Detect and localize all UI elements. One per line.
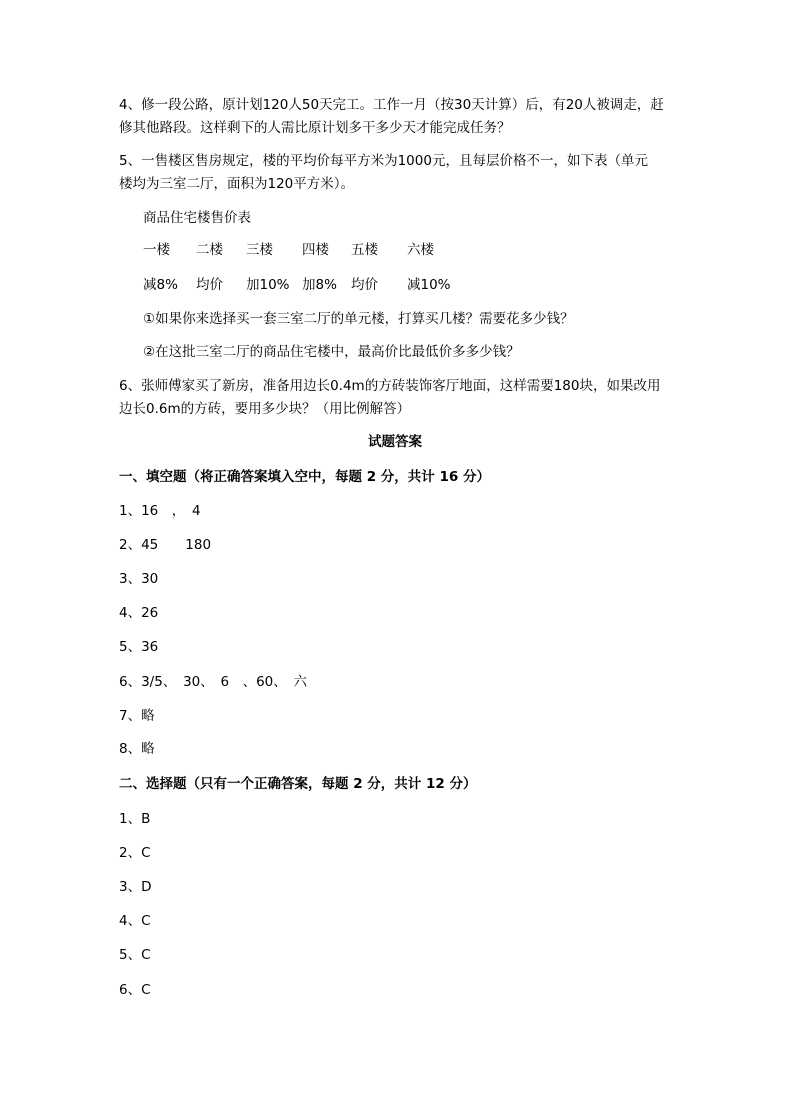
q5-line-1: 5、一售楼区售房规定，楼的平均价每平方米为1000元，且每层价格不一，如下表（单元	[119, 153, 648, 169]
answer-1-2: 2、45 180	[119, 537, 212, 553]
q6-line-1: 6、张师傅家买了新房，准备用边长0.4m的方砖装饰客厅地面，这样需要180块，如果改用	[119, 378, 661, 394]
floor-cell-4: 四楼	[302, 242, 329, 258]
answer-1-5: 5、36	[119, 639, 159, 655]
q6-line-2: 边长0.6m的方砖，要用多少块？（用比例解答）	[119, 401, 411, 417]
section2-heading: 二、选择题（只有一个正确答案，每题 2 分，共计 12 分）	[119, 776, 477, 792]
answer-1-1: 1、16 ， 4	[119, 503, 201, 519]
answer-2-5: 5、C	[119, 947, 151, 963]
answer-1-8: 8、略	[119, 741, 155, 757]
q4-line-2: 修其他路段。这样剩下的人需比原计划多干多少天才能完成任务？	[119, 120, 511, 136]
floor-cell-1: 一楼	[143, 242, 170, 258]
q5-line-2: 楼均为三室二厅，面积为120平方米）。	[119, 176, 355, 192]
price-cell-1: 减8%	[143, 277, 178, 293]
q5-sub-question-1: ①如果你来选择买一套三室二厅的单元楼，打算买几楼？需要花多少钱？	[143, 311, 574, 327]
q5-sub-question-2: ②在这批三室二厅的商品住宅楼中，最高价比最低价多多少钱？	[143, 344, 520, 360]
price-cell-4: 加8%	[302, 277, 337, 293]
answer-1-7: 7、略	[119, 708, 155, 724]
q4-line-1: 4、修一段公路，原计划120人50天完工。工作一月（按30天计算）后，有20人被调走，赶	[119, 97, 664, 113]
answer-1-4: 4、26	[119, 605, 159, 621]
floor-cell-3: 三楼	[246, 242, 273, 258]
answer-2-4: 4、C	[119, 913, 151, 929]
price-table-title: 商品住宅楼售价表	[143, 210, 251, 226]
answer-2-2: 2、C	[119, 845, 151, 861]
floor-cell-2: 二楼	[196, 242, 223, 258]
price-cell-3: 加10%	[246, 277, 290, 293]
floor-cell-5: 五楼	[351, 242, 378, 258]
price-cell-5: 均价	[351, 277, 378, 293]
floor-cell-6: 六楼	[407, 242, 434, 258]
answer-1-3: 3、30	[119, 571, 159, 587]
section1-heading: 一、填空题（将正确答案填入空中，每题 2 分，共计 16 分）	[119, 469, 490, 485]
price-cell-2: 均价	[196, 277, 223, 293]
answer-2-6: 6、C	[119, 982, 151, 998]
answer-2-3: 3、D	[119, 879, 152, 895]
answer-1-6: 6、3/5、 30、 6 、60、 六	[119, 674, 308, 690]
price-cell-6: 减10%	[407, 277, 451, 293]
answers-title: 试题答案	[368, 434, 422, 450]
answer-2-1: 1、B	[119, 811, 151, 827]
